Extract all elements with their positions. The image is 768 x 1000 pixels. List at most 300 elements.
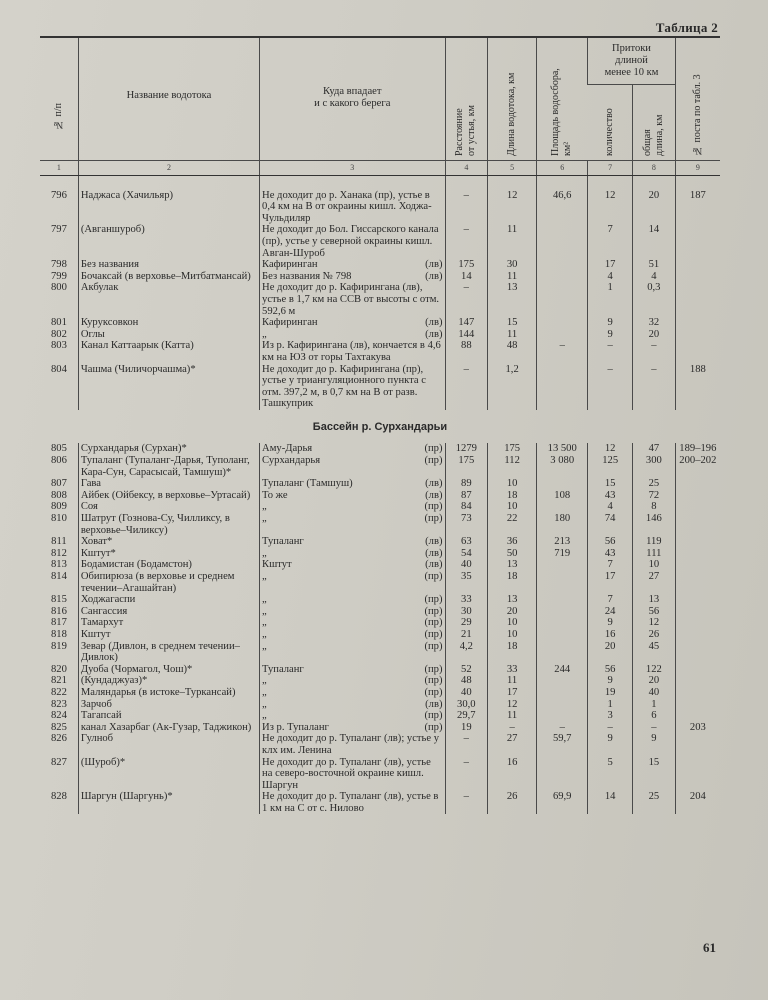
row-length: 18 bbox=[488, 571, 537, 594]
row-number: 801 bbox=[50, 317, 67, 329]
row-distance: 63 bbox=[445, 536, 488, 548]
row-destination bbox=[260, 571, 445, 594]
column-number: 4 bbox=[445, 160, 488, 175]
table-row bbox=[40, 443, 720, 455]
row-trib-length: – bbox=[633, 364, 676, 410]
row-distance: 30 bbox=[445, 606, 488, 618]
row-length: 18 bbox=[488, 490, 537, 502]
row-trib-count: 19 bbox=[588, 687, 633, 699]
table-row bbox=[40, 513, 720, 536]
row-trib-length: 146 bbox=[633, 513, 676, 536]
row-destination bbox=[260, 455, 445, 478]
row-name: Наджаса (Хачильяр) bbox=[78, 190, 259, 225]
table-row bbox=[40, 340, 720, 363]
row-destination bbox=[260, 675, 445, 687]
table-row bbox=[40, 617, 720, 629]
row-post bbox=[675, 329, 720, 341]
row-destination-text: „ bbox=[262, 686, 267, 698]
row-area: 108 bbox=[537, 490, 588, 502]
row-name: Бочаксай (в верховье–Митбатмансай) bbox=[78, 271, 259, 283]
row-length: 30 bbox=[488, 259, 537, 271]
row-distance: 29 bbox=[445, 617, 488, 629]
row-number: 807 bbox=[50, 478, 67, 490]
row-area bbox=[537, 317, 588, 329]
row-trib-length: 15 bbox=[633, 757, 676, 792]
row-length: 13 bbox=[488, 559, 537, 571]
row-post bbox=[675, 513, 720, 536]
header-name: Название водотока bbox=[78, 37, 259, 160]
row-destination-text: Не доходит до р. Ханака (пр), устье в 0,4 км на В от окраины кишл. Ходжа-Чульдиляр bbox=[262, 189, 432, 224]
row-destination bbox=[260, 617, 445, 629]
row-number: 799 bbox=[50, 270, 67, 282]
header-trib-count: количество bbox=[603, 108, 615, 156]
row-trib-length: 111 bbox=[633, 548, 676, 560]
row-bank: (лв) bbox=[425, 478, 443, 490]
row-area bbox=[537, 606, 588, 618]
row-destination-text: Кштут bbox=[262, 559, 292, 571]
row-area bbox=[537, 271, 588, 283]
row-trib-count: 9 bbox=[588, 733, 633, 756]
row-post bbox=[675, 757, 720, 792]
row-post: 200–202 bbox=[675, 455, 720, 478]
row-post: 204 bbox=[675, 791, 720, 814]
row-bank: (пр) bbox=[424, 617, 443, 629]
row-destination bbox=[260, 699, 445, 711]
row-distance: 33 bbox=[445, 594, 488, 606]
header-number: № п/п bbox=[40, 37, 78, 160]
row-name: Шатрут (Гознова-Су, Чилликсу, в верховье–Чиликсу) bbox=[78, 513, 259, 536]
row-destination bbox=[260, 364, 445, 410]
row-trib-length: 13 bbox=[633, 594, 676, 606]
row-destination-text: „ bbox=[262, 594, 267, 606]
row-area bbox=[537, 687, 588, 699]
table-row bbox=[40, 606, 720, 618]
row-number: 800 bbox=[50, 282, 67, 294]
row-distance: 30,0 bbox=[445, 699, 488, 711]
row-number: 824 bbox=[50, 710, 67, 722]
row-trib-length: 10 bbox=[633, 559, 676, 571]
row-length: 15 bbox=[488, 317, 537, 329]
table-row bbox=[40, 594, 720, 606]
row-distance: 48 bbox=[445, 675, 488, 687]
row-name: Айбек (Ойбексу, в верховье–Уртасай) bbox=[78, 490, 259, 502]
row-bank: (пр) bbox=[424, 628, 443, 640]
row-name: Сангассия bbox=[78, 606, 259, 618]
row-distance: – bbox=[445, 757, 488, 792]
column-number: 3 bbox=[260, 160, 445, 175]
row-post bbox=[675, 490, 720, 502]
row-area: 46,6 bbox=[537, 190, 588, 225]
row-bank: (пр) bbox=[424, 571, 443, 582]
row-post bbox=[675, 641, 720, 664]
row-area: 719 bbox=[537, 548, 588, 560]
row-number: 811 bbox=[51, 536, 67, 548]
row-trib-count: 56 bbox=[588, 664, 633, 676]
row-length: – bbox=[488, 722, 537, 734]
row-post bbox=[675, 675, 720, 687]
header-trib-length: общая длина, км bbox=[633, 84, 676, 160]
row-destination bbox=[260, 757, 445, 792]
table-row bbox=[40, 733, 720, 756]
row-length: 17 bbox=[488, 687, 537, 699]
row-post bbox=[675, 571, 720, 594]
row-destination-text: „ bbox=[262, 501, 267, 513]
row-destination bbox=[260, 513, 445, 536]
row-distance: 88 bbox=[445, 340, 488, 363]
row-name: Куруксовкон bbox=[78, 317, 259, 329]
column-number: 9 bbox=[675, 160, 720, 175]
row-destination-text: Из р. Тупаланг bbox=[262, 721, 329, 733]
row-destination-text: „ bbox=[262, 547, 267, 559]
table-row bbox=[40, 791, 720, 814]
row-destination-text: Не доходит до р. Тупаланг (лв); устье у клх им. Ленина bbox=[262, 733, 440, 756]
row-area bbox=[537, 594, 588, 606]
row-trib-length: 45 bbox=[633, 641, 676, 664]
table-row bbox=[40, 282, 720, 317]
row-area bbox=[537, 501, 588, 513]
row-destination bbox=[260, 791, 445, 814]
table-row bbox=[40, 629, 720, 641]
row-post bbox=[675, 606, 720, 618]
row-distance: 14 bbox=[445, 271, 488, 283]
table-row bbox=[40, 190, 720, 225]
table-row bbox=[40, 571, 720, 594]
row-trib-count: 9 bbox=[588, 617, 633, 629]
row-distance: – bbox=[445, 733, 488, 756]
row-distance: – bbox=[445, 190, 488, 225]
row-length: 112 bbox=[488, 455, 537, 478]
row-area bbox=[537, 478, 588, 490]
row-length: 11 bbox=[488, 271, 537, 283]
row-destination bbox=[260, 190, 445, 225]
row-destination-text: Не доходит до р. Кафирингана (лв), устье в 1,7 км на ССВ от высоты с отм. 592,6 м bbox=[262, 282, 440, 317]
row-length: 10 bbox=[488, 478, 537, 490]
row-trib-length: – bbox=[633, 722, 676, 734]
table-row bbox=[40, 664, 720, 676]
row-destination-text: „ bbox=[262, 617, 267, 629]
row-name: Обипирюза (в верховье и среднем течении–Агашайтан) bbox=[78, 571, 259, 594]
row-name: Бодамистан (Бодамстон) bbox=[78, 559, 259, 571]
row-trib-count: 24 bbox=[588, 606, 633, 618]
table-row bbox=[40, 536, 720, 548]
row-number: 810 bbox=[50, 513, 67, 525]
row-name: Тагапсай bbox=[78, 710, 259, 722]
row-trib-length: 40 bbox=[633, 687, 676, 699]
row-length: 1,2 bbox=[488, 364, 537, 410]
row-destination-text: Кафиринган bbox=[262, 259, 318, 271]
row-post bbox=[675, 317, 720, 329]
row-bank: (лв) bbox=[425, 259, 443, 271]
row-trib-count: 12 bbox=[588, 190, 633, 225]
row-post bbox=[675, 617, 720, 629]
row-distance: 144 bbox=[445, 329, 488, 341]
table-row bbox=[40, 675, 720, 687]
row-length: 11 bbox=[488, 675, 537, 687]
row-post: 188 bbox=[675, 364, 720, 410]
row-area bbox=[537, 224, 588, 259]
row-distance: 175 bbox=[445, 259, 488, 271]
row-length: 48 bbox=[488, 340, 537, 363]
row-destination bbox=[260, 733, 445, 756]
row-bank: (пр) bbox=[424, 675, 443, 687]
row-distance: 35 bbox=[445, 571, 488, 594]
row-name: канал Хазарбаг (Ак-Гузар, Таджикон) bbox=[78, 722, 259, 734]
row-trib-length: 32 bbox=[633, 317, 676, 329]
row-bank: (лв) bbox=[425, 536, 443, 548]
row-trib-count: – bbox=[588, 364, 633, 410]
row-area: – bbox=[537, 340, 588, 363]
row-destination bbox=[260, 548, 445, 560]
row-destination bbox=[260, 340, 445, 363]
row-destination bbox=[260, 687, 445, 699]
row-number: 813 bbox=[50, 559, 67, 571]
table-row bbox=[40, 455, 720, 478]
row-number: 828 bbox=[50, 791, 67, 803]
row-trib-length: 122 bbox=[633, 664, 676, 676]
row-trib-length: 25 bbox=[633, 791, 676, 814]
row-post bbox=[675, 224, 720, 259]
row-destination bbox=[260, 490, 445, 502]
column-number: 5 bbox=[488, 160, 537, 175]
row-trib-length: 72 bbox=[633, 490, 676, 502]
row-trib-count: 56 bbox=[588, 536, 633, 548]
row-destination-text: „ bbox=[262, 698, 267, 710]
row-post bbox=[675, 594, 720, 606]
row-length: 12 bbox=[488, 190, 537, 225]
row-length: 16 bbox=[488, 757, 537, 792]
row-destination-text: Не доходит до р. Тупаланг (лв), устье в 1 км на С от с. Ниловo bbox=[262, 791, 439, 814]
row-length: 11 bbox=[488, 224, 537, 259]
row-distance: – bbox=[445, 224, 488, 259]
table-row bbox=[40, 501, 720, 513]
row-destination-text: Не доходит до р. Тупаланг (лв), устье на северо-восточной окраине кишл. Шаргун bbox=[262, 756, 431, 791]
table-row bbox=[40, 259, 720, 271]
row-number: 826 bbox=[50, 733, 67, 745]
row-distance: 87 bbox=[445, 490, 488, 502]
row-destination-text: „ bbox=[262, 640, 267, 652]
row-length: 20 bbox=[488, 606, 537, 618]
row-distance: 89 bbox=[445, 478, 488, 490]
row-post bbox=[675, 271, 720, 283]
row-name: (Кундаджуаз)* bbox=[78, 675, 259, 687]
row-name: Сурхандарья (Сурхан)* bbox=[78, 443, 259, 455]
row-post bbox=[675, 699, 720, 711]
row-destination bbox=[260, 710, 445, 722]
row-trib-length: 6 bbox=[633, 710, 676, 722]
row-post bbox=[675, 733, 720, 756]
row-name: (Шуроб)* bbox=[78, 757, 259, 792]
row-area bbox=[537, 710, 588, 722]
row-number: 814 bbox=[50, 571, 67, 582]
row-trib-count: 7 bbox=[588, 594, 633, 606]
table-row bbox=[40, 687, 720, 699]
row-area bbox=[537, 259, 588, 271]
row-number: 803 bbox=[50, 340, 67, 352]
row-number: 808 bbox=[50, 489, 67, 501]
page-number: 61 bbox=[703, 940, 716, 955]
header-tributaries: Притоки длиной менее 10 км bbox=[588, 37, 675, 84]
row-distance: 21 bbox=[445, 629, 488, 641]
row-distance: 29,7 bbox=[445, 710, 488, 722]
row-trib-count: 16 bbox=[588, 629, 633, 641]
row-trib-count: 17 bbox=[588, 571, 633, 594]
row-name: Дуоба (Чормагол, Чош)* bbox=[78, 664, 259, 676]
row-number: 825 bbox=[50, 721, 67, 733]
row-destination-text: Из р. Кафирингана (лв), кончается в 4,6 км на ЮЗ от горы Тахтакува bbox=[262, 340, 441, 363]
table-header bbox=[40, 37, 720, 175]
row-bank: (пр) bbox=[424, 501, 443, 513]
row-area bbox=[537, 629, 588, 641]
row-distance: – bbox=[445, 282, 488, 317]
row-trib-length: 4 bbox=[633, 271, 676, 283]
row-bank: (лв) bbox=[425, 270, 443, 282]
table-row bbox=[40, 224, 720, 259]
row-bank: (лв) bbox=[425, 317, 443, 329]
table-row bbox=[40, 364, 720, 410]
row-length: 11 bbox=[488, 329, 537, 341]
row-destination-text: Тупаланг (Тамшуш) bbox=[262, 478, 353, 490]
row-post bbox=[675, 282, 720, 317]
row-number: 797 bbox=[50, 224, 67, 236]
row-bank: (пр) bbox=[424, 721, 443, 733]
row-trib-length: 12 bbox=[633, 617, 676, 629]
table-body-group2 bbox=[40, 443, 720, 814]
row-trib-count: 12 bbox=[588, 443, 633, 455]
row-name: Шаргун (Шаргунь)* bbox=[78, 791, 259, 814]
row-bank: (пр) bbox=[424, 594, 443, 606]
table-body-group1 bbox=[40, 175, 720, 410]
row-distance: 54 bbox=[445, 548, 488, 560]
row-area: 59,7 bbox=[537, 733, 588, 756]
row-name: Ховат* bbox=[78, 536, 259, 548]
row-length: 22 bbox=[488, 513, 537, 536]
row-area: 180 bbox=[537, 513, 588, 536]
row-destination bbox=[260, 641, 445, 664]
row-length: 13 bbox=[488, 282, 537, 317]
row-trib-length: 119 bbox=[633, 536, 676, 548]
row-length: 10 bbox=[488, 617, 537, 629]
row-area bbox=[537, 699, 588, 711]
row-name: Маляндарья (в истоке–Туркансай) bbox=[78, 687, 259, 699]
row-distance: – bbox=[445, 791, 488, 814]
row-name: Соя bbox=[78, 501, 259, 513]
table-title: Таблица 2 bbox=[655, 20, 718, 35]
row-destination bbox=[260, 329, 445, 341]
row-area: 244 bbox=[537, 664, 588, 676]
row-number: 816 bbox=[50, 605, 67, 617]
row-post: 189–196 bbox=[675, 443, 720, 455]
row-post bbox=[675, 478, 720, 490]
row-destination bbox=[260, 259, 445, 271]
row-area bbox=[537, 559, 588, 571]
row-name: Без названия bbox=[78, 259, 259, 271]
row-post bbox=[675, 687, 720, 699]
row-trib-count: 1 bbox=[588, 699, 633, 711]
row-post bbox=[675, 548, 720, 560]
row-trib-length: 20 bbox=[633, 190, 676, 225]
row-trib-count: 4 bbox=[588, 271, 633, 283]
row-length: 33 bbox=[488, 664, 537, 676]
row-number: 827 bbox=[50, 756, 67, 768]
row-trib-count: 7 bbox=[588, 559, 633, 571]
row-trib-length: 27 bbox=[633, 571, 676, 594]
row-length: 10 bbox=[488, 629, 537, 641]
row-trib-count: 125 bbox=[588, 455, 633, 478]
row-distance: 147 bbox=[445, 317, 488, 329]
row-destination-text: „ bbox=[262, 328, 267, 340]
row-area: – bbox=[537, 722, 588, 734]
row-destination-text: Не доходит до Бол. Гиссарского канала (пр), устье у северной окраины кишл. Авган-Шуроб bbox=[262, 224, 439, 259]
row-trib-length: 26 bbox=[633, 629, 676, 641]
row-trib-count: 5 bbox=[588, 757, 633, 792]
row-bank: (лв) bbox=[425, 489, 443, 501]
row-number: 796 bbox=[50, 189, 67, 201]
row-destination bbox=[260, 722, 445, 734]
row-area: 213 bbox=[537, 536, 588, 548]
row-post bbox=[675, 559, 720, 571]
row-length: 18 bbox=[488, 641, 537, 664]
row-post: 187 bbox=[675, 190, 720, 225]
row-distance: 1279 bbox=[445, 443, 488, 455]
row-distance: 52 bbox=[445, 664, 488, 676]
row-post: 203 bbox=[675, 722, 720, 734]
row-number: 804 bbox=[50, 363, 67, 375]
row-trib-count: – bbox=[588, 722, 633, 734]
row-destination-text: Тупаланг bbox=[262, 536, 304, 548]
row-number: 809 bbox=[50, 501, 67, 513]
row-trib-count: 17 bbox=[588, 259, 633, 271]
row-bank: (пр) bbox=[424, 605, 443, 617]
row-trib-length: 14 bbox=[633, 224, 676, 259]
row-destination-text: „ bbox=[262, 571, 267, 582]
row-distance: 84 bbox=[445, 501, 488, 513]
row-bank: (пр) bbox=[424, 686, 443, 698]
row-length: 50 bbox=[488, 548, 537, 560]
row-destination-text: Кафиринган bbox=[262, 317, 318, 329]
row-area: 3 080 bbox=[537, 455, 588, 478]
table-row bbox=[40, 490, 720, 502]
row-post bbox=[675, 340, 720, 363]
row-destination bbox=[260, 501, 445, 513]
row-length: 11 bbox=[488, 710, 537, 722]
row-destination-text: Аму-Дарья bbox=[262, 443, 313, 455]
row-trib-count: 43 bbox=[588, 490, 633, 502]
table-row bbox=[40, 548, 720, 560]
row-length: 10 bbox=[488, 501, 537, 513]
row-post bbox=[675, 664, 720, 676]
row-bank: (пр) bbox=[424, 443, 443, 455]
row-trib-length: 51 bbox=[633, 259, 676, 271]
row-number: 815 bbox=[50, 594, 67, 606]
column-number-row bbox=[40, 160, 720, 175]
row-destination bbox=[260, 664, 445, 676]
row-length: 36 bbox=[488, 536, 537, 548]
row-destination bbox=[260, 317, 445, 329]
row-name: Гава bbox=[78, 478, 259, 490]
row-trib-count: – bbox=[588, 340, 633, 363]
row-length: 13 bbox=[488, 594, 537, 606]
row-area bbox=[537, 617, 588, 629]
row-trib-count: 20 bbox=[588, 641, 633, 664]
table-row bbox=[40, 699, 720, 711]
row-post bbox=[675, 629, 720, 641]
row-trib-length: 56 bbox=[633, 606, 676, 618]
row-destination bbox=[260, 594, 445, 606]
row-trib-length: 47 bbox=[633, 443, 676, 455]
row-trib-length: 25 bbox=[633, 478, 676, 490]
row-area bbox=[537, 641, 588, 664]
row-area bbox=[537, 675, 588, 687]
